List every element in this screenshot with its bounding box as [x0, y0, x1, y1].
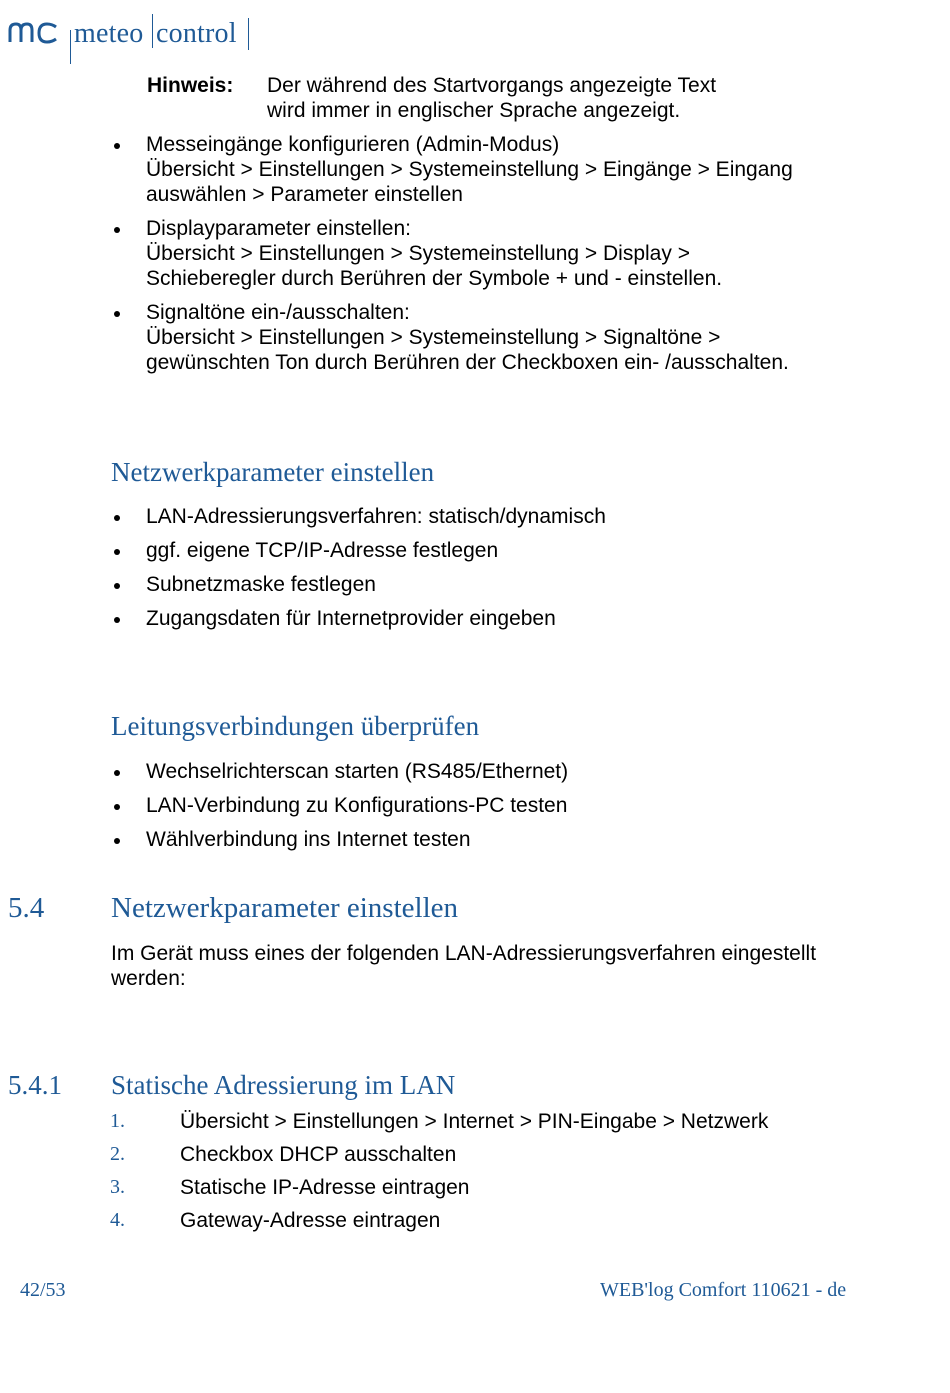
logo-divider — [248, 18, 249, 50]
section-number-5-4-1: 5.4.1 — [8, 1070, 62, 1100]
document-id: WEB'log Comfort 110621 - de — [600, 1279, 847, 1301]
logo-meteo: meteo — [74, 18, 144, 49]
list-item — [110, 1109, 890, 1142]
bullet-icon — [114, 804, 120, 810]
list-item: Displayparameter einstellen: Übersicht > Einstellungen > Systemeinstellung > Display > Schieberegler durch Berühren der Symbole + und - einstellen. — [110, 216, 890, 291]
meteocontrol-logo-icon — [8, 14, 60, 50]
bullet-icon — [114, 838, 120, 844]
bullet-icon — [114, 770, 120, 776]
page-number: 42/53 — [20, 1279, 66, 1301]
note-label: Hinweis: — [147, 74, 234, 97]
bullet-icon — [114, 617, 120, 623]
step-number: 1. — [110, 1110, 125, 1132]
list-item — [110, 1175, 890, 1208]
section-heading-lines: Leitungsverbindungen überprüfen — [111, 711, 480, 741]
list-item: Wählverbindung ins Internet testen — [110, 827, 890, 852]
config-bullet-list — [110, 132, 890, 375]
section-intro-line: werden: — [111, 967, 186, 990]
bullet-icon — [114, 227, 120, 233]
list-item: Wechselrichterscan starten (RS485/Ethernet) — [110, 759, 890, 784]
bullet-icon — [114, 549, 120, 555]
step-text: Statische IP-Adresse eintragen — [180, 1176, 470, 1199]
bullet-icon — [114, 515, 120, 521]
list-item: ggf. eigene TCP/IP-Adresse festlegen — [110, 538, 890, 563]
list-item: LAN-Verbindung zu Konfigurations-PC testen — [110, 793, 890, 818]
note-text-line: wird immer in englischer Sprache angezeigt. — [267, 99, 681, 122]
network-bullet-list — [110, 504, 890, 631]
logo-divider — [70, 30, 71, 64]
step-text: Gateway-Adresse eintragen — [180, 1209, 441, 1232]
note-text-line: Der während des Startvorgangs angezeigte Text — [267, 74, 717, 97]
list-item: Signaltöne ein-/ausschalten: Übersicht > Einstellungen > Systemeinstellung > Signaltöne > gewünschten Ton durch Berühren der Checkboxen ein- /ausschalten. — [110, 300, 890, 375]
lines-bullet-list — [110, 759, 890, 852]
list-item: Messeingänge konfigurieren (Admin-Modus) Übersicht > Einstellungen > Systemeinstellung > Eingänge > Eingang auswählen > Parameter einstellen — [110, 132, 890, 207]
section-heading-network: Netzwerkparameter einstellen — [111, 457, 435, 487]
list-item — [110, 1208, 890, 1241]
bullet-icon — [114, 143, 120, 149]
list-item: LAN-Adressierungsverfahren: statisch/dynamisch — [110, 504, 890, 529]
list-item: Subnetzmaske festlegen — [110, 572, 890, 597]
step-number: 3. — [110, 1176, 125, 1198]
list-item: Zugangsdaten für Internetprovider eingeben — [110, 606, 890, 631]
step-number: 4. — [110, 1209, 125, 1231]
section-intro-line: Im Gerät muss eines der folgenden LAN-Adressierungsverfahren eingestellt — [111, 942, 817, 965]
bullet-icon — [114, 311, 120, 317]
steps-list — [110, 1109, 890, 1241]
section-number-5-4: 5.4 — [8, 892, 45, 924]
section-title-5-4-1: Statische Adressierung im LAN — [111, 1070, 456, 1100]
bullet-icon — [114, 583, 120, 589]
section-title-5-4: Netzwerkparameter einstellen — [111, 892, 459, 924]
step-text: Checkbox DHCP ausschalten — [180, 1143, 457, 1166]
list-item — [110, 1142, 890, 1175]
logo-divider — [152, 14, 153, 48]
logo-control: control — [156, 18, 237, 49]
step-number: 2. — [110, 1143, 125, 1165]
step-text: Übersicht > Einstellungen > Internet > PIN-Eingabe > Netzwerk — [180, 1110, 769, 1133]
